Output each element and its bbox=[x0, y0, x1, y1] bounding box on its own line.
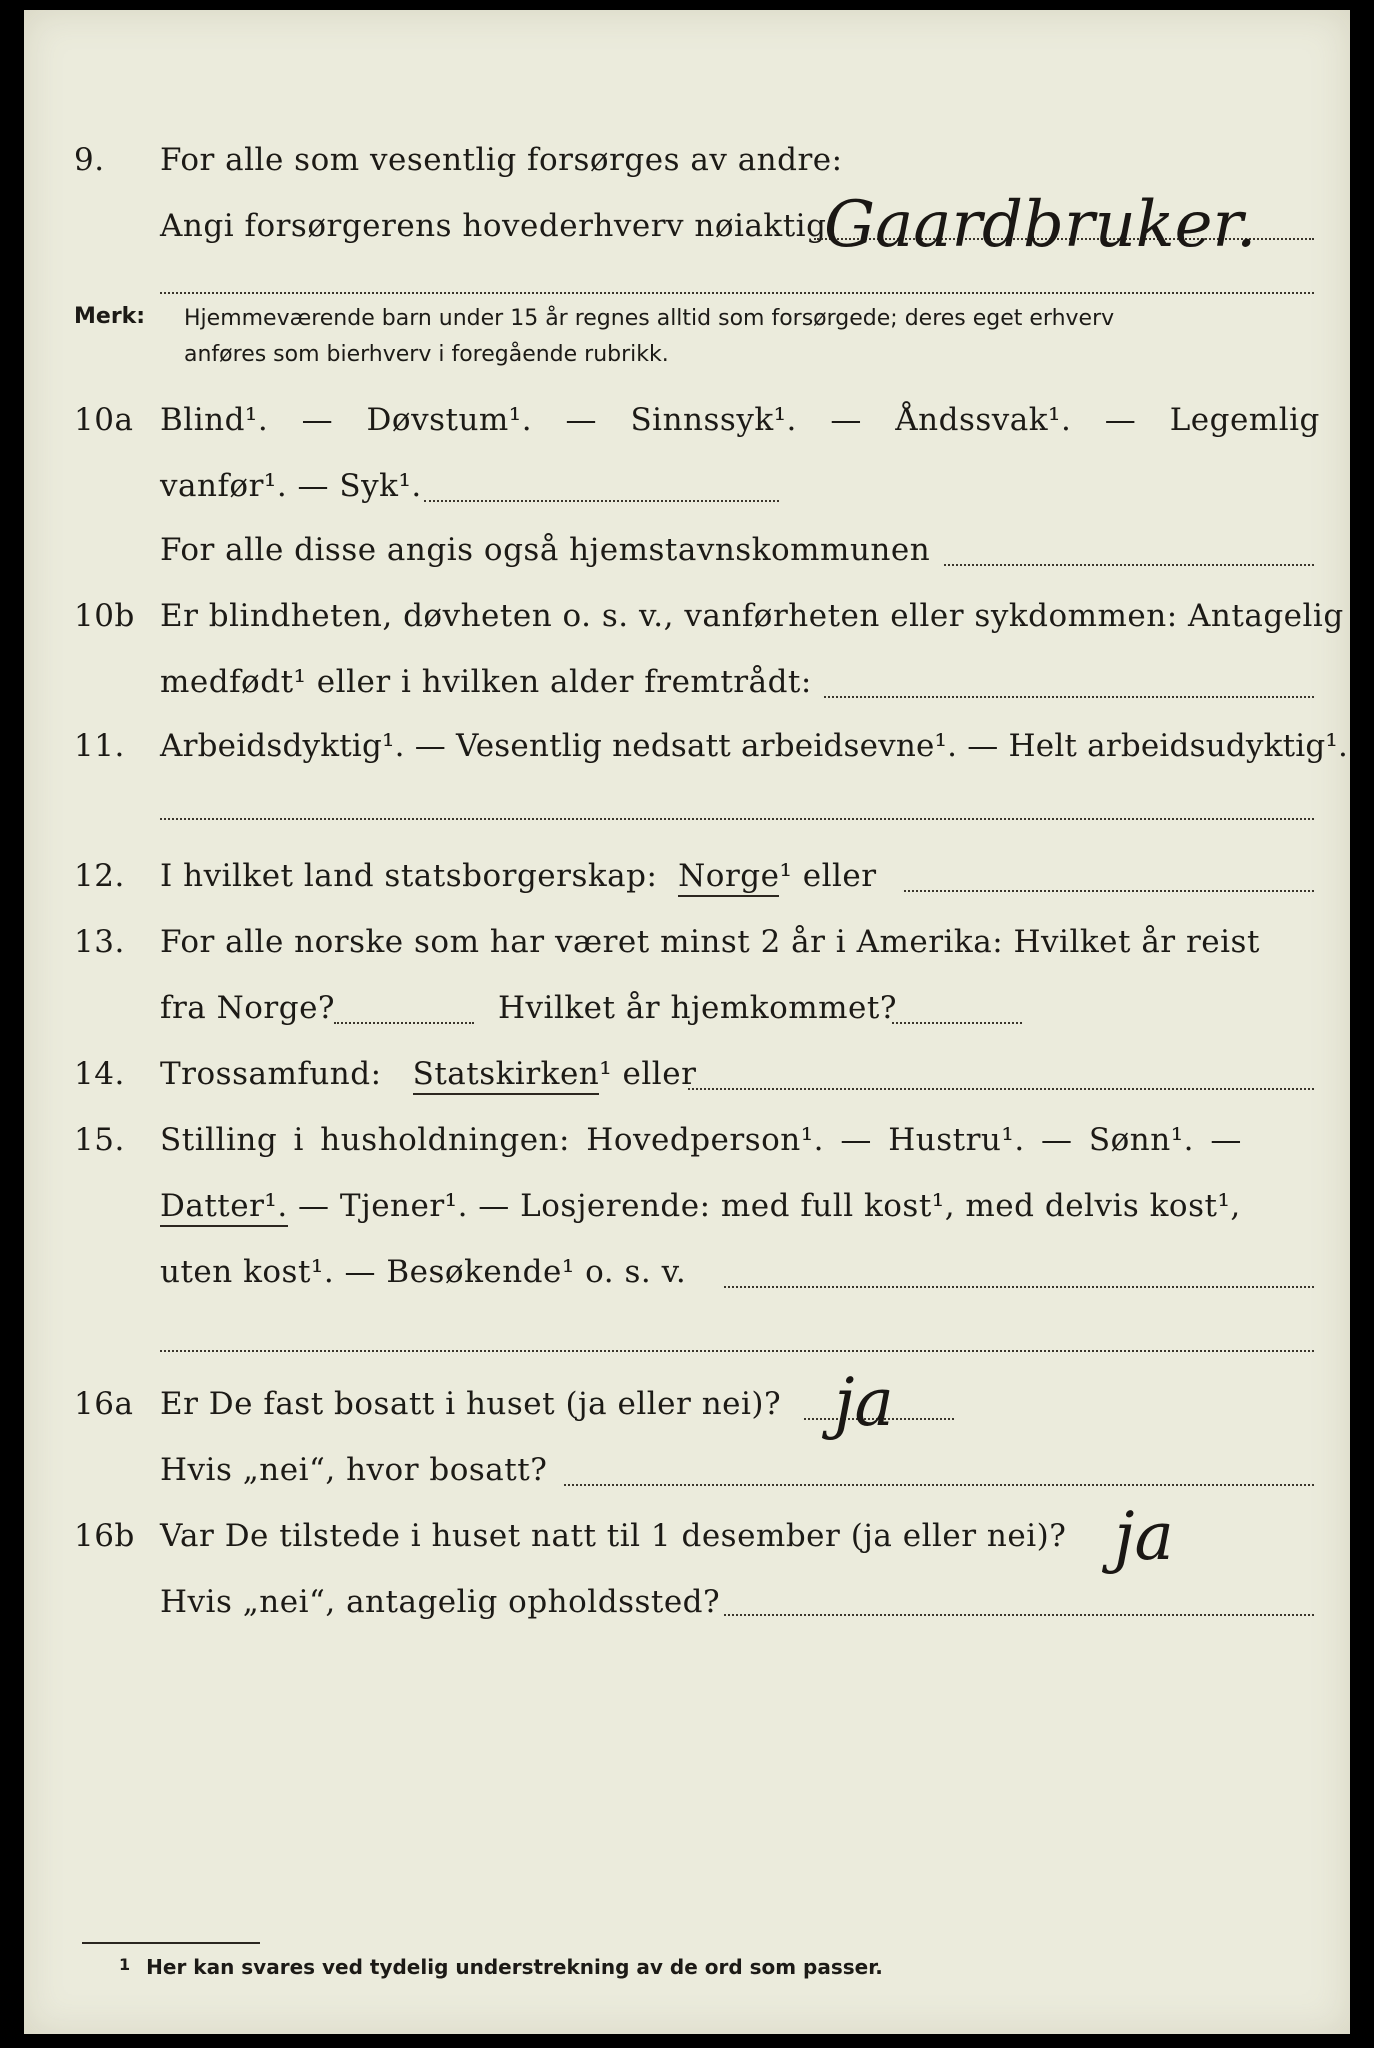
merk-label: Merk: bbox=[74, 304, 146, 329]
q11-answer-line[interactable] bbox=[160, 818, 1314, 820]
q12-other: ¹ eller bbox=[779, 858, 877, 894]
q14-number: 14. bbox=[74, 1056, 125, 1092]
q16a-row-2 bbox=[24, 1452, 1350, 1496]
q9-number: 9. bbox=[74, 142, 105, 178]
q14-text bbox=[160, 1056, 696, 1092]
q13-left-label: fra Norge? bbox=[160, 990, 336, 1026]
q10a-option[interactable]: Åndssvak¹. bbox=[895, 402, 1072, 438]
q12-text bbox=[160, 858, 877, 894]
q10a-option[interactable]: Legemlig bbox=[1169, 402, 1320, 438]
q15-row-3 bbox=[24, 1254, 1350, 1298]
q10b-text-2: medfødt¹ eller i hvilken alder fremtrådt: bbox=[160, 664, 812, 700]
q16b-text: Var De tilstede i huset natt til 1 desember (ja eller nei)? bbox=[160, 1518, 1067, 1554]
q16a-handwritten-answer: ja bbox=[834, 1364, 894, 1441]
q9-handwritten-answer: Gaardbruker. bbox=[824, 188, 1257, 262]
q12-number: 12. bbox=[74, 858, 125, 894]
q15-answer-line-2[interactable] bbox=[160, 1350, 1314, 1352]
footnote-rule bbox=[82, 1942, 260, 1944]
q12-underlined-norge[interactable]: Norge bbox=[678, 858, 779, 897]
q16b-row-2 bbox=[24, 1584, 1350, 1628]
q9-row bbox=[24, 142, 1350, 186]
q10a-option[interactable]: Blind¹. bbox=[160, 402, 269, 438]
q16a-number: 16a bbox=[74, 1386, 134, 1422]
q14-row bbox=[24, 1056, 1350, 1100]
q12-label: I hvilket land statsborgerskap: bbox=[160, 858, 658, 894]
q15-number: 15. bbox=[74, 1122, 125, 1158]
footnote-mark: 1 bbox=[119, 1955, 131, 1974]
q16b-handwritten-answer: ja bbox=[1114, 1498, 1174, 1575]
q16a-row bbox=[24, 1386, 1350, 1430]
q10a-text-3: For alle disse angis også hjemstavnskommunen bbox=[160, 532, 931, 568]
q10a-row-2 bbox=[24, 468, 1350, 512]
q10b-text: Er blindheten, døvheten o. s. v., vanførheten eller sykdommen: Antagelig bbox=[160, 598, 1344, 634]
q10b-row bbox=[24, 598, 1350, 642]
q10a-option[interactable]: Døvstum¹. bbox=[366, 402, 533, 438]
q14-underlined-statskirken[interactable]: Statskirken bbox=[413, 1056, 600, 1095]
q11-text: Arbeidsdyktig¹. — Vesentlig nedsatt arbeidsevne¹. — Helt arbeidsudyktig¹. bbox=[160, 728, 1349, 764]
q15-row bbox=[24, 1122, 1350, 1166]
q16b-location-line[interactable] bbox=[724, 1614, 1314, 1616]
q10a-dash: — bbox=[830, 402, 862, 438]
q10b-number: 10b bbox=[74, 598, 135, 634]
q16b-number: 16b bbox=[74, 1518, 135, 1554]
q9-occupation-label: Angi forsørgerens hovederhverv nøiaktig bbox=[160, 208, 827, 244]
q10a-text-2: vanfør¹. — Syk¹. bbox=[160, 468, 422, 504]
q16a-text: Er De fast bosatt i huset (ja eller nei)? bbox=[160, 1386, 782, 1422]
q10a-row-3 bbox=[24, 532, 1350, 576]
q15-answer-line[interactable] bbox=[724, 1286, 1314, 1288]
q15-underlined-datter[interactable]: Datter¹. bbox=[160, 1188, 288, 1227]
q15-row-2 bbox=[24, 1188, 1350, 1232]
q9-answer-line-2[interactable] bbox=[160, 292, 1314, 294]
q13-row bbox=[24, 924, 1350, 968]
merk-text-1: Hjemmeværende barn under 15 år regnes alltid som forsørgede; deres eget erhverv bbox=[184, 306, 1115, 331]
q15-text-2 bbox=[160, 1188, 1241, 1224]
census-form-page bbox=[24, 10, 1350, 2034]
q16a-residence-line[interactable] bbox=[564, 1484, 1314, 1486]
q10a-dash: — bbox=[1104, 402, 1137, 438]
q10a-number: 10a bbox=[74, 402, 134, 438]
q15-text-3: uten kost¹. — Besøkende¹ o. s. v. bbox=[160, 1254, 687, 1290]
q13-number: 13. bbox=[74, 924, 125, 960]
q10a-dash: — bbox=[301, 402, 334, 438]
q15-text: Stilling i husholdningen: Hovedperson¹. — Hustru¹. — Sønn¹. — bbox=[160, 1122, 1242, 1158]
q14-label: Trossamfund: bbox=[160, 1056, 382, 1092]
q13-text: For alle norske som har været minst 2 år i Amerika: Hvilket år reist bbox=[160, 924, 1260, 960]
footnote-text: Her kan svares ved tydelig understrekning av de ord som passer. bbox=[146, 1955, 883, 1979]
q12-answer-line[interactable] bbox=[904, 890, 1314, 892]
q10b-row-2 bbox=[24, 664, 1350, 708]
q15-options: — Tjener¹. — Losjerende: med full kost¹, med delvis kost¹, bbox=[287, 1188, 1241, 1224]
q11-row bbox=[24, 728, 1350, 772]
footnote bbox=[119, 1955, 883, 1979]
q10a-row bbox=[24, 402, 1350, 446]
q13-left-line[interactable] bbox=[334, 1022, 474, 1024]
q10a-options bbox=[160, 402, 1320, 438]
q10b-age-line[interactable] bbox=[824, 696, 1314, 698]
q10a-municipality-line[interactable] bbox=[944, 564, 1314, 566]
q13-row-2 bbox=[24, 990, 1350, 1034]
q13-right-line[interactable] bbox=[892, 1022, 1022, 1024]
q14-other: ¹ eller bbox=[599, 1056, 697, 1092]
q14-answer-line[interactable] bbox=[688, 1088, 1314, 1090]
q11-number: 11. bbox=[74, 728, 125, 764]
q10a-sick-line[interactable] bbox=[424, 500, 779, 502]
q13-right-label: Hvilket år hjemkommet? bbox=[498, 990, 897, 1026]
merk-text-2: anføres som bierhverv i foregående rubrikk. bbox=[184, 342, 669, 367]
q12-row bbox=[24, 858, 1350, 902]
q10a-option[interactable]: Sinnssyk¹. bbox=[630, 402, 797, 438]
q9-text: For alle som vesentlig forsørges av andre: bbox=[160, 142, 843, 178]
q10a-dash: — bbox=[565, 402, 598, 438]
q16a-text-2: Hvis „nei“, hvor bosatt? bbox=[160, 1452, 548, 1488]
q16b-text-2: Hvis „nei“, antagelig opholdssted? bbox=[160, 1584, 721, 1620]
